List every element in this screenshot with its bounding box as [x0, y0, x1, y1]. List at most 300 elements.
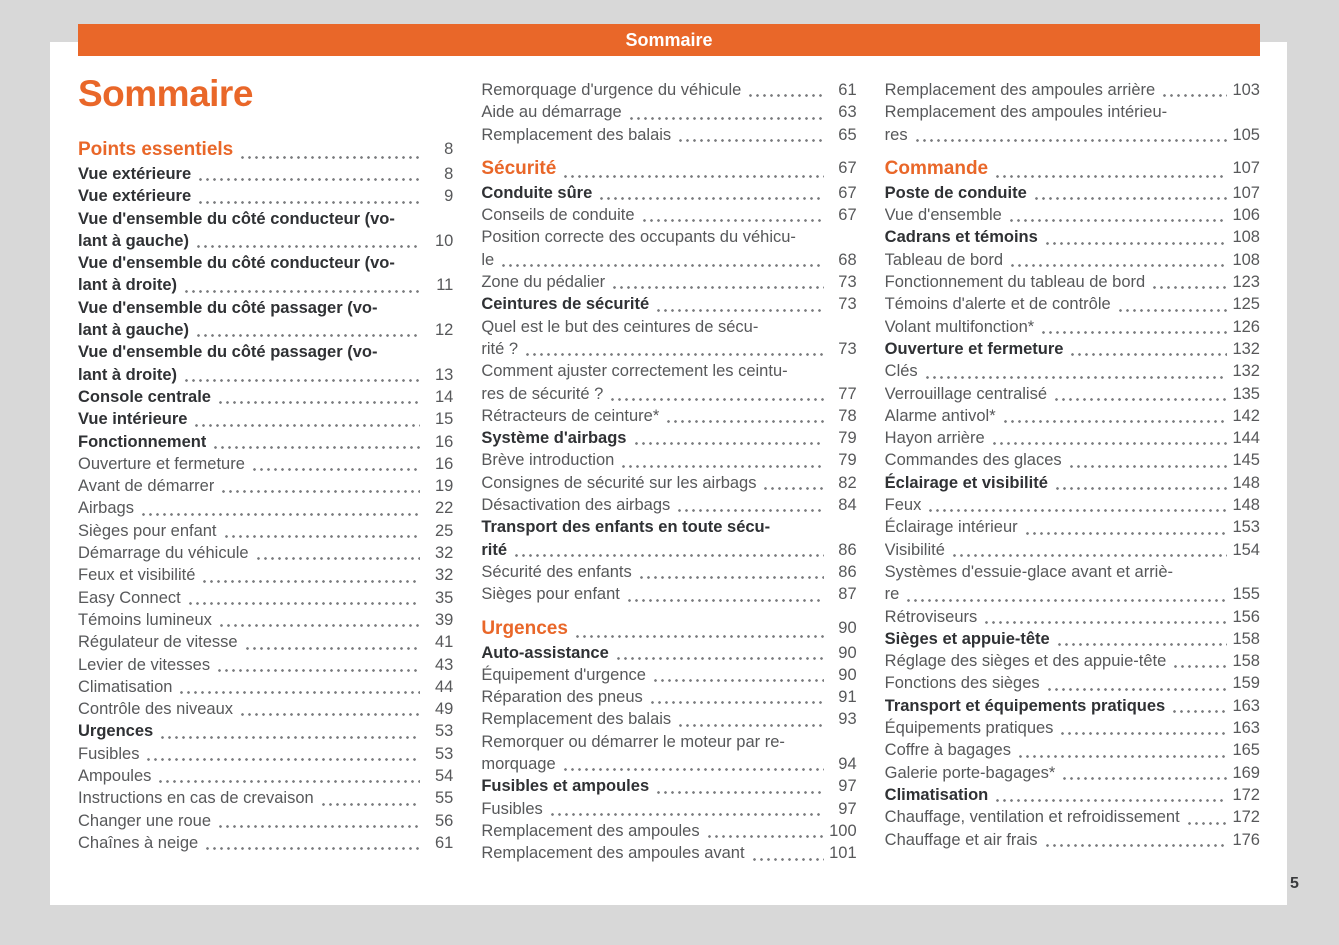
- dot-leader: [145, 758, 420, 761]
- toc-entry-page-number: 97: [838, 777, 857, 796]
- toc-entry: [481, 226, 856, 271]
- toc-entry-page-number: 55: [434, 789, 454, 808]
- toc-entry-line: [78, 475, 453, 497]
- toc-entry-page-number: 135: [1232, 384, 1260, 403]
- toc-entry: [78, 252, 453, 297]
- toc-entry: [78, 163, 453, 185]
- dot-leader: [1061, 777, 1227, 780]
- toc-entry-page-number: 61: [838, 81, 857, 99]
- toc-entry-line: [885, 405, 1260, 427]
- toc-entry: [481, 798, 856, 820]
- toc-entry-line: [481, 731, 856, 753]
- toc-entry: [885, 516, 1260, 538]
- dot-leader: [751, 858, 824, 861]
- toc-entry-page-number: 148: [1232, 473, 1260, 492]
- dot-leader: [677, 139, 823, 142]
- toc-entry: [78, 564, 453, 586]
- toc-entry-label: Consignes de sécurité sur les airbags: [481, 473, 757, 492]
- dot-leader: [178, 691, 420, 694]
- toc-entry: [885, 539, 1260, 561]
- toc-entry: [78, 720, 453, 742]
- toc-entry: [78, 185, 453, 207]
- toc-entry-page-number: 65: [838, 125, 857, 144]
- toc-entry: [481, 472, 856, 494]
- toc-entry-page-number: 163: [1232, 696, 1260, 715]
- toc-entry-line: [78, 810, 453, 832]
- toc-entry: [78, 136, 453, 163]
- toc-entry: [78, 297, 453, 342]
- toc-entry-page-number: 156: [1232, 607, 1260, 626]
- toc-entry-line: [78, 720, 453, 742]
- dot-leader: [218, 624, 420, 627]
- toc-entry-line: [885, 155, 1260, 182]
- dot-leader: [991, 442, 1227, 445]
- toc-entry-line: [78, 832, 453, 854]
- toc-entry-label: rité ?: [481, 339, 519, 358]
- dot-leader: [1117, 309, 1227, 312]
- toc-entry-label: Galerie porte-bagages*: [884, 763, 1056, 782]
- toc-entry-label: Vue d'ensemble du côté conducteur (vo-: [78, 254, 395, 273]
- toc-entry-line: [78, 136, 453, 163]
- toc-entry: [78, 810, 453, 832]
- dot-leader: [1017, 755, 1227, 758]
- dot-leader: [255, 557, 421, 560]
- toc-entry-label: Auto-assistance: [481, 643, 609, 662]
- toc-entry-page-number: 159: [1232, 674, 1260, 693]
- toc-entry-page-number: 8: [444, 140, 454, 158]
- toc-entry-label: Tableau de bord: [884, 250, 1004, 269]
- toc-entry-label: Chauffage, ventilation et refroidissement: [884, 808, 1180, 827]
- toc-entry-label: Témoins lumineux: [78, 610, 212, 629]
- toc-entry-label: lant à droite): [78, 276, 178, 295]
- dot-leader: [183, 379, 420, 382]
- toc-entry: [481, 820, 856, 842]
- toc-entry-page-number: 56: [434, 811, 454, 830]
- toc-entry-page-number: 8: [444, 165, 454, 183]
- toc-entry-label: Verrouillage centralisé: [884, 384, 1047, 403]
- toc-entry-label: Remplacement des ampoules: [481, 821, 700, 840]
- toc-entry-page-number: 13: [434, 365, 454, 384]
- toc-entry-label: Équipements pratiques: [884, 719, 1054, 738]
- toc-entry: [885, 101, 1260, 146]
- toc-entry-line: [885, 806, 1260, 828]
- dot-leader: [197, 201, 420, 204]
- toc-entry: [885, 739, 1260, 761]
- toc-entry-label: Conduite sûre: [481, 183, 593, 202]
- toc-entry: [78, 408, 453, 430]
- dot-leader: [1054, 487, 1227, 490]
- toc-entry: [78, 787, 453, 809]
- toc-entry-page-number: 16: [434, 432, 454, 451]
- dot-leader: [244, 647, 421, 650]
- toc-entry-page-number: 155: [1232, 585, 1260, 604]
- toc-entry-label: Vue d'ensemble du côté passager (vo-: [78, 298, 378, 317]
- toc-entry-line: [885, 784, 1260, 806]
- toc-entry: [78, 609, 453, 631]
- toc-entry-line: [481, 472, 856, 494]
- toc-entry-line: [885, 650, 1260, 672]
- dot-leader: [549, 813, 824, 816]
- toc-entry: [885, 427, 1260, 449]
- toc-entry-line: [78, 609, 453, 631]
- toc-entry: [78, 453, 453, 475]
- toc-entry-label: Easy Connect: [78, 588, 181, 607]
- dot-leader: [1069, 353, 1227, 356]
- toc-entry-label: Climatisation: [884, 785, 989, 804]
- toc-entry-line: [481, 427, 856, 449]
- toc-entry-page-number: 84: [838, 496, 857, 515]
- toc-entry-label: Remplacement des ampoules intérieu-: [884, 103, 1168, 122]
- toc-entry-label: Fusibles: [481, 799, 543, 818]
- dot-leader: [1044, 242, 1227, 245]
- toc-entry-page-number: 153: [1232, 518, 1260, 537]
- dot-leader: [220, 490, 420, 493]
- toc-entry-line: [481, 561, 856, 583]
- toc-entry-line: [885, 472, 1260, 494]
- toc-entry-page-number: 73: [838, 273, 857, 292]
- toc-entry-line: [885, 293, 1260, 315]
- toc-entry-label: Fusibles et ampoules: [481, 777, 650, 796]
- toc-entry-page-number: 165: [1232, 741, 1260, 760]
- toc-entry-line: [885, 516, 1260, 538]
- toc-entry: [481, 686, 856, 708]
- dot-leader: [239, 713, 420, 716]
- toc-entry-line: [481, 708, 856, 730]
- toc-entry: [481, 79, 856, 101]
- toc-entry-line: [885, 383, 1260, 405]
- toc-entry: [885, 806, 1260, 828]
- toc-entry-label: Poste de conduite: [884, 183, 1027, 202]
- toc-entry-page-number: 73: [838, 295, 857, 314]
- toc-entry-page-number: 54: [434, 767, 454, 786]
- dot-leader: [1046, 688, 1227, 691]
- toc-entry-page-number: 49: [434, 700, 454, 719]
- toc-entry-label: rité: [481, 540, 508, 559]
- dot-leader: [609, 398, 823, 401]
- toc-entry: [885, 695, 1260, 717]
- dot-leader: [655, 791, 824, 794]
- dot-leader: [1044, 844, 1227, 847]
- toc-entry-page-number: 172: [1232, 785, 1260, 804]
- toc-entry-page-number: 158: [1232, 652, 1260, 671]
- toc-entry: [885, 650, 1260, 672]
- toc-entry-line: [78, 497, 453, 519]
- toc-entry-label: Sécurité des enfants: [481, 562, 632, 581]
- toc-entry-label: Réglage des sièges et des appuie-tête: [884, 652, 1167, 671]
- toc-entry-page-number: 126: [1232, 317, 1260, 336]
- toc-entry-line: [78, 787, 453, 809]
- toc-entry-page-number: 15: [434, 410, 454, 429]
- toc-entry-page-number: 87: [838, 585, 857, 604]
- toc-entry-line: [78, 676, 453, 698]
- toc-entry-page-number: 169: [1232, 763, 1260, 782]
- toc-entry-page-number: 67: [838, 158, 857, 177]
- toc-entry-label: Clés: [884, 362, 918, 381]
- page-sheet: [50, 42, 1287, 905]
- dot-leader: [638, 576, 824, 579]
- toc-entry-page-number: 100: [829, 821, 857, 840]
- toc-entry-label: Comment ajuster correctement les ceintu-: [481, 362, 788, 381]
- toc-entry-label: Vue d'ensemble: [884, 206, 1002, 225]
- toc-entry: [481, 642, 856, 664]
- toc-entry-label: Cadrans et témoins: [884, 228, 1038, 247]
- toc-entry-page-number: 172: [1232, 808, 1260, 827]
- toc-entry-line: [78, 185, 453, 207]
- toc-entry-page-number: 39: [434, 610, 454, 629]
- toc-entry-line: [481, 449, 856, 471]
- toc-entry: [481, 316, 856, 361]
- dot-leader: [1068, 465, 1227, 468]
- dot-leader: [1059, 732, 1227, 735]
- toc-entry-line: [481, 494, 856, 516]
- toc-entry-line: [885, 427, 1260, 449]
- toc-entry-label: Vue d'ensemble du côté conducteur (vo-: [78, 209, 395, 228]
- toc-entry-label: Vue intérieure: [78, 410, 188, 429]
- toc-entry-label: Réparation des pneus: [481, 688, 643, 707]
- toc-entry: [885, 606, 1260, 628]
- dot-leader: [598, 197, 823, 200]
- toc-entry-line: [481, 664, 856, 686]
- toc-entry-line: [885, 360, 1260, 382]
- dot-leader: [193, 424, 420, 427]
- toc-entry-label: Remplacement des ampoules arrière: [884, 81, 1156, 99]
- toc-entry-line: [481, 820, 856, 842]
- toc-entry-line: [481, 383, 856, 405]
- toc-entry: [78, 765, 453, 787]
- toc-entry-label: Points essentiels: [78, 139, 234, 160]
- toc-entry: [481, 405, 856, 427]
- toc-entry-line: [78, 431, 453, 453]
- toc-entry: [78, 698, 453, 720]
- dot-leader: [628, 117, 824, 120]
- dot-leader: [217, 825, 420, 828]
- toc-entry-label: Volant multifonction*: [884, 317, 1035, 336]
- toc-entry-page-number: 11: [436, 276, 454, 295]
- dot-leader: [1151, 286, 1227, 289]
- dot-leader: [1161, 94, 1227, 97]
- toc-entry-page-number: 68: [838, 250, 857, 269]
- toc-entry: [78, 341, 453, 386]
- toc-entry-page-number: 86: [838, 540, 857, 559]
- toc-entry-label: Feux: [884, 496, 922, 515]
- dot-leader: [1009, 264, 1227, 267]
- toc-entry: [481, 583, 856, 605]
- toc-entry-line: [885, 101, 1260, 123]
- toc-entry-label: Sièges pour enfant: [481, 585, 620, 604]
- toc-entry-line: [78, 564, 453, 586]
- toc-entry-page-number: 103: [1232, 81, 1260, 99]
- toc-entry-line: [481, 79, 856, 101]
- toc-entry-label: Contrôle des niveaux: [78, 700, 234, 719]
- toc-entry: [885, 79, 1260, 101]
- toc-entry: [481, 271, 856, 293]
- toc-entry-label: Remplacement des balais: [481, 125, 672, 144]
- toc-entry: [481, 124, 856, 146]
- toc-entry: [885, 784, 1260, 806]
- toc-entry-page-number: 63: [838, 103, 857, 122]
- toc-entry-line: [885, 204, 1260, 226]
- toc-entry-line: [481, 249, 856, 271]
- toc-entry-label: Position correcte des occupants du véhicu-: [481, 228, 796, 247]
- toc-entry-line: [885, 762, 1260, 784]
- toc-entry-page-number: 154: [1232, 540, 1260, 559]
- toc-entry-label: Climatisation: [78, 677, 173, 696]
- toc-entry: [481, 516, 856, 561]
- toc-entry: [481, 293, 856, 315]
- toc-entry-label: Urgences: [78, 722, 154, 741]
- toc-entry-label: Brève introduction: [481, 451, 615, 470]
- page-title: Sommaire: [78, 73, 253, 114]
- folio-page-number: 5: [1290, 875, 1299, 892]
- toc-entry-line: [78, 542, 453, 564]
- toc-entry: [885, 561, 1260, 606]
- toc-entry-line: [481, 405, 856, 427]
- toc-entry-line: [78, 364, 453, 386]
- dot-leader: [626, 599, 824, 602]
- dot-leader: [1008, 219, 1227, 222]
- toc-entry-line: [481, 155, 856, 182]
- toc-entry-page-number: 163: [1232, 719, 1260, 738]
- toc-entry-line: [78, 297, 453, 319]
- toc-entry: [481, 155, 856, 182]
- toc-entry-line: [78, 274, 453, 296]
- toc-entry-page-number: 176: [1232, 830, 1260, 849]
- toc-entry-page-number: 32: [434, 566, 454, 585]
- dot-leader: [204, 847, 420, 850]
- toc-entry: [885, 293, 1260, 315]
- toc-entry: [78, 497, 453, 519]
- toc-entry-line: [885, 539, 1260, 561]
- toc-entry-label: Conseils de conduite: [481, 206, 635, 225]
- toc-entry-page-number: 12: [434, 321, 454, 340]
- toc-entry-page-number: 90: [838, 618, 857, 637]
- toc-entry: [885, 717, 1260, 739]
- toc-entry-label: Chauffage et air frais: [884, 830, 1038, 849]
- toc-entry-page-number: 108: [1232, 228, 1260, 247]
- toc-entry: [78, 631, 453, 653]
- toc-entry-page-number: 107: [1232, 158, 1260, 177]
- toc-entry-line: [481, 182, 856, 204]
- toc-entry-label: Remorquer ou démarrer le moteur par re-: [481, 732, 785, 751]
- toc-entry-line: [78, 230, 453, 252]
- toc-entry-page-number: 10: [434, 231, 454, 250]
- toc-entry-line: [481, 360, 856, 382]
- toc-entry: [78, 743, 453, 765]
- toc-entry: [885, 494, 1260, 516]
- dot-leader: [562, 768, 824, 771]
- toc-entry-label: Levier de vitesses: [78, 655, 211, 674]
- toc-entry-page-number: 61: [434, 833, 454, 852]
- toc-entry: [78, 832, 453, 854]
- toc-entry-label: Systèmes d'essuie-glace avant et arriè-: [884, 562, 1174, 581]
- toc-entry: [78, 654, 453, 676]
- toc-entry-page-number: 132: [1232, 362, 1260, 381]
- toc-entry-label: Éclairage intérieur: [884, 518, 1018, 537]
- toc-entry-line: [78, 698, 453, 720]
- toc-entry: [481, 427, 856, 449]
- dot-leader: [676, 509, 823, 512]
- toc-entry-page-number: 67: [838, 206, 857, 225]
- toc-entry-line: [78, 743, 453, 765]
- toc-entry-page-number: 132: [1232, 339, 1260, 358]
- toc-entry-page-number: 105: [1232, 125, 1260, 144]
- toc-entry-line: [78, 453, 453, 475]
- toc-entry-page-number: 53: [434, 722, 454, 741]
- toc-entry-line: [885, 606, 1260, 628]
- dot-leader: [649, 701, 824, 704]
- toc-entry-page-number: 9: [444, 187, 454, 206]
- toc-entry-label: Quel est le but des ceintures de sécu-: [481, 317, 759, 336]
- toc-entry-label: morquage: [481, 755, 556, 774]
- toc-entry-page-number: 78: [838, 406, 857, 425]
- toc-entry-label: Remorquage d'urgence du véhicule: [481, 81, 742, 99]
- toc-entry-label: Démarrage du véhicule: [78, 544, 249, 563]
- toc-entry-page-number: 44: [434, 677, 454, 696]
- toc-entry-label: Avant de démarrer: [78, 477, 215, 496]
- toc-entry-page-number: 79: [838, 429, 857, 448]
- toc-entry-line: [481, 615, 856, 642]
- toc-entry-page-number: 144: [1232, 429, 1260, 448]
- toc-entry-label: Système d'airbags: [481, 429, 627, 448]
- dot-leader: [223, 535, 421, 538]
- toc-entry-label: Feux et visibilité: [78, 566, 196, 585]
- toc-entry-line: [78, 520, 453, 542]
- toc-entry: [885, 226, 1260, 248]
- dot-leader: [159, 736, 420, 739]
- toc-entry: [481, 708, 856, 730]
- dot-leader: [655, 309, 824, 312]
- toc-entry-label: Chaînes à neige: [78, 833, 199, 852]
- toc-entry-line: [78, 163, 453, 185]
- toc-entry-page-number: 142: [1232, 406, 1260, 425]
- toc-entry-page-number: 22: [434, 499, 454, 518]
- toc-entry-page-number: 125: [1232, 295, 1260, 314]
- toc-entry-page-number: 19: [434, 477, 454, 496]
- toc-entry: [885, 383, 1260, 405]
- dot-leader: [201, 580, 420, 583]
- toc-entry-line: [885, 628, 1260, 650]
- toc-entry: [78, 208, 453, 253]
- toc-entry: [481, 561, 856, 583]
- toc-entry-line: [78, 587, 453, 609]
- toc-entry-page-number: 90: [838, 665, 857, 684]
- toc-entry-label: Éclairage et visibilité: [884, 473, 1048, 492]
- toc-entry: [885, 155, 1260, 182]
- toc-entry: [885, 628, 1260, 650]
- toc-entry: [481, 449, 856, 471]
- toc-entry: [885, 405, 1260, 427]
- toc-entry-label: Fusibles: [78, 744, 140, 763]
- header-bar-title: Sommaire: [625, 29, 713, 50]
- dot-leader: [905, 599, 1227, 602]
- dot-leader: [914, 139, 1227, 142]
- toc-entry-page-number: 86: [838, 562, 857, 581]
- toc-entry-label: Rétroviseurs: [884, 607, 978, 626]
- toc-entry-page-number: 91: [838, 688, 857, 707]
- toc-entry-line: [78, 341, 453, 363]
- toc-entry-line: [885, 739, 1260, 761]
- toc-entry: [885, 829, 1260, 851]
- toc-entry-page-number: 43: [434, 655, 454, 674]
- toc-entry-page-number: 93: [838, 710, 857, 729]
- toc-entry-label: Témoins d'alerte et de contrôle: [884, 295, 1111, 314]
- toc-entry-line: [481, 798, 856, 820]
- toc-entry-line: [885, 494, 1260, 516]
- toc-entry-line: [481, 226, 856, 248]
- toc-entry: [885, 204, 1260, 226]
- toc-entry-line: [78, 386, 453, 408]
- toc-entry-label: lant à gauche): [78, 321, 189, 340]
